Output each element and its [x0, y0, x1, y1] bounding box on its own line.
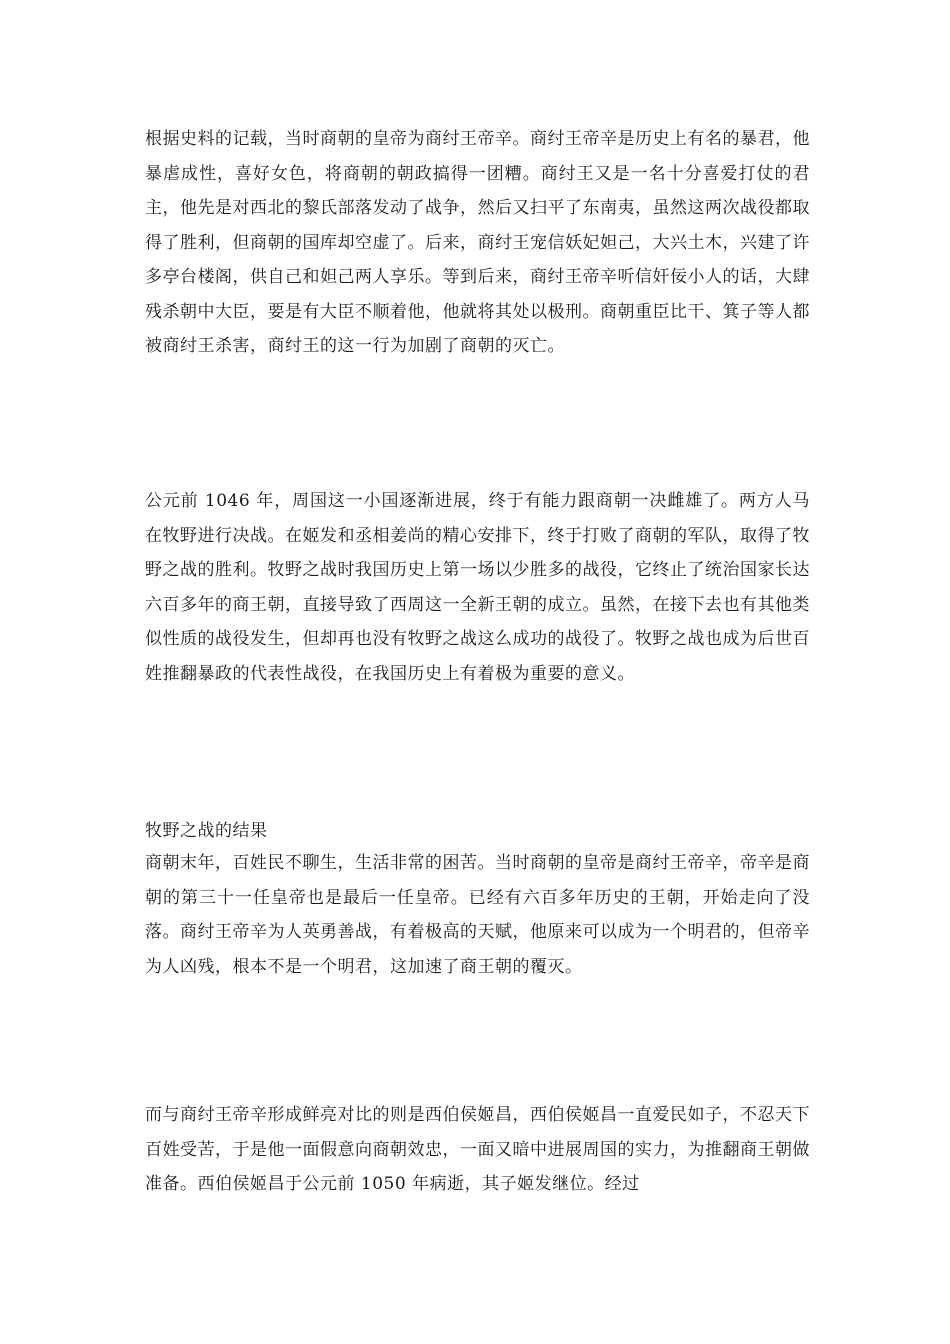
paragraph-shang-zhou-tyranny: 根据史料的记载，当时商朝的皇帝为商纣王帝辛。商纣王帝辛是历史上有名的暴君，他暴虐成性，喜好女色，将商朝的朝政搞得一团糟。商纣王又是一名十分喜爱打仗的君主，他先是对西北的黎氏部落发动了战争，然后又扫平了东南夷，虽然这两次战役都取得了胜利，但商朝的国库却空虚了。后来，商纣王宠信妖妃妲己，大兴土木，兴建了许多亭台楼阁，供自己和妲己两人享乐。等到后来，商纣王帝辛听信奸佞小人的话，大肆残杀朝中大臣，要是有大臣不顺着他，他就将其处以极刑。商朝重臣比干、箕子等人都被商纣王杀害，商纣王的这一行为加剧了商朝的灭亡。	[145, 129, 810, 356]
section-heading-muye-result: 牧野之战的结果	[145, 821, 268, 841]
paragraph-late-shang: 商朝末年，百姓民不聊生，生活非常的困苦。当时商朝的皇帝是商纣王帝辛，帝辛是商朝的第三十一任皇帝也是最后一任皇帝。已经有六百多年历史的王朝，开始走向了没落。商纣王帝辛为人英勇善战，有着极高的天赋，他原来可以成为一个明君的，但帝辛为人凶残，根本不是一个明君，这加速了商王朝的覆灭。	[145, 853, 810, 977]
paragraph-battle-of-muye: 公元前 1046 年，周国这一小国逐渐进展，终于有能力跟商朝一决雌雄了。两方人马在牧野进行决战。在姬发和丞相姜尚的精心安排下，终于打败了商朝的军队，取得了牧野之战的胜利。牧野之战时我国历史上第一场以少胜多的战役，它终止了统治国家长达六百多年的商王朝，直接导致了西周这一全新王朝的成立。虽然，在接下去也有其他类似性质的战役发生，但却再也没有牧野之战这么成功的战役了。牧野之战也成为后世百姓推翻暴政的代表性战役，在我国历史上有着极为重要的意义。	[145, 491, 810, 684]
paragraph-xibo-ji-chang: 而与商纣王帝辛形成鲜亮对比的则是西伯侯姬昌，西伯侯姬昌一直爱民如子，不忍天下百姓受苦，于是他一面假意向商朝效忠，一面又暗中进展周国的实力，为推翻商王朝做准备。西伯侯姬昌于公元前 1050 年病逝，其子姬发继位。经过	[145, 1105, 810, 1194]
